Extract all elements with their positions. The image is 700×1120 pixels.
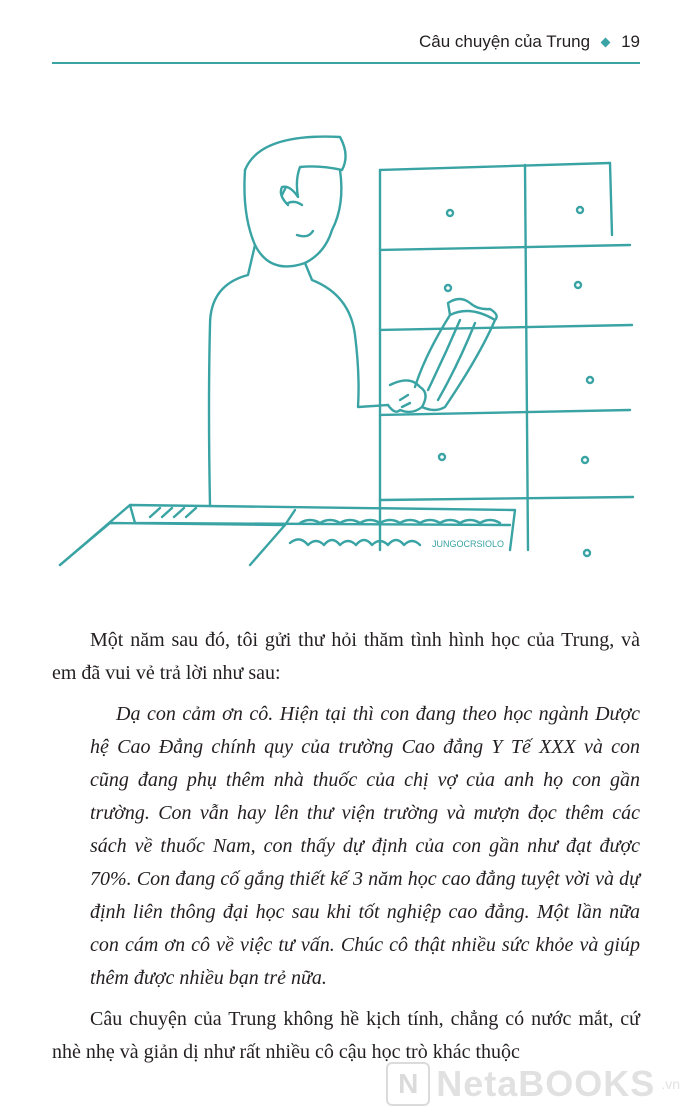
counter-drawing	[60, 505, 515, 565]
paragraph-3: Câu chuyện của Trung không hề kịch tính, chẳng có nước mắt, cứ nhè nhẹ và giản dị như rất nhiều cô cậu học trò khác thuộc	[52, 1008, 640, 1063]
quote-paragraph: Dạ con cảm ơn cô. Hiện tại thì con đang theo học ngành Dược hệ Cao Đẳng chính quy của trường Cao đẳng Y Tế XXX và con cũng đang phụ thêm nhà thuốc của chị vợ của anh họ con gần trường. Con vẫn hay lên thư viện trường và mượn đọc thêm các sách về thuốc Nam, con thấy dự định của con gần như đạt được 70%. Con đang cố gắng thiết kế 3 năm học cao đẳng tuyệt vời và dự định liên thông đại học sau khi tốt nghiệp cao đẳng. Một lần nữa con cám ơn cô về việc tư vấn. Chúc cô thật nhiều sức khỏe và giúp thêm được nhiều bạn trẻ nữa.	[90, 703, 640, 989]
watermark-suffix: .vn	[661, 1076, 680, 1092]
diamond-icon	[601, 37, 611, 47]
page-number: 19	[621, 32, 640, 51]
counter-text: JUNGOCRSIOLO	[432, 539, 505, 549]
book-drawing	[415, 299, 497, 410]
paragraph-1: Một năm sau đó, tôi gửi thư hỏi thăm tình hình học của Trung, và em đã vui vẻ trả lời như sau:	[52, 629, 640, 684]
person-drawing	[209, 137, 426, 505]
watermark	[386, 1062, 680, 1106]
header-text	[419, 32, 640, 52]
body-text	[52, 624, 640, 1069]
running-header	[52, 28, 640, 64]
watermark-brand: NetaBOOKS	[436, 1063, 656, 1104]
librarian-reading-book-illustration	[50, 125, 650, 575]
netabooks-logo-icon: N	[386, 1062, 430, 1106]
chapter-title: Câu chuyện của Trung	[419, 32, 591, 51]
cabinet-drawing	[380, 163, 633, 556]
